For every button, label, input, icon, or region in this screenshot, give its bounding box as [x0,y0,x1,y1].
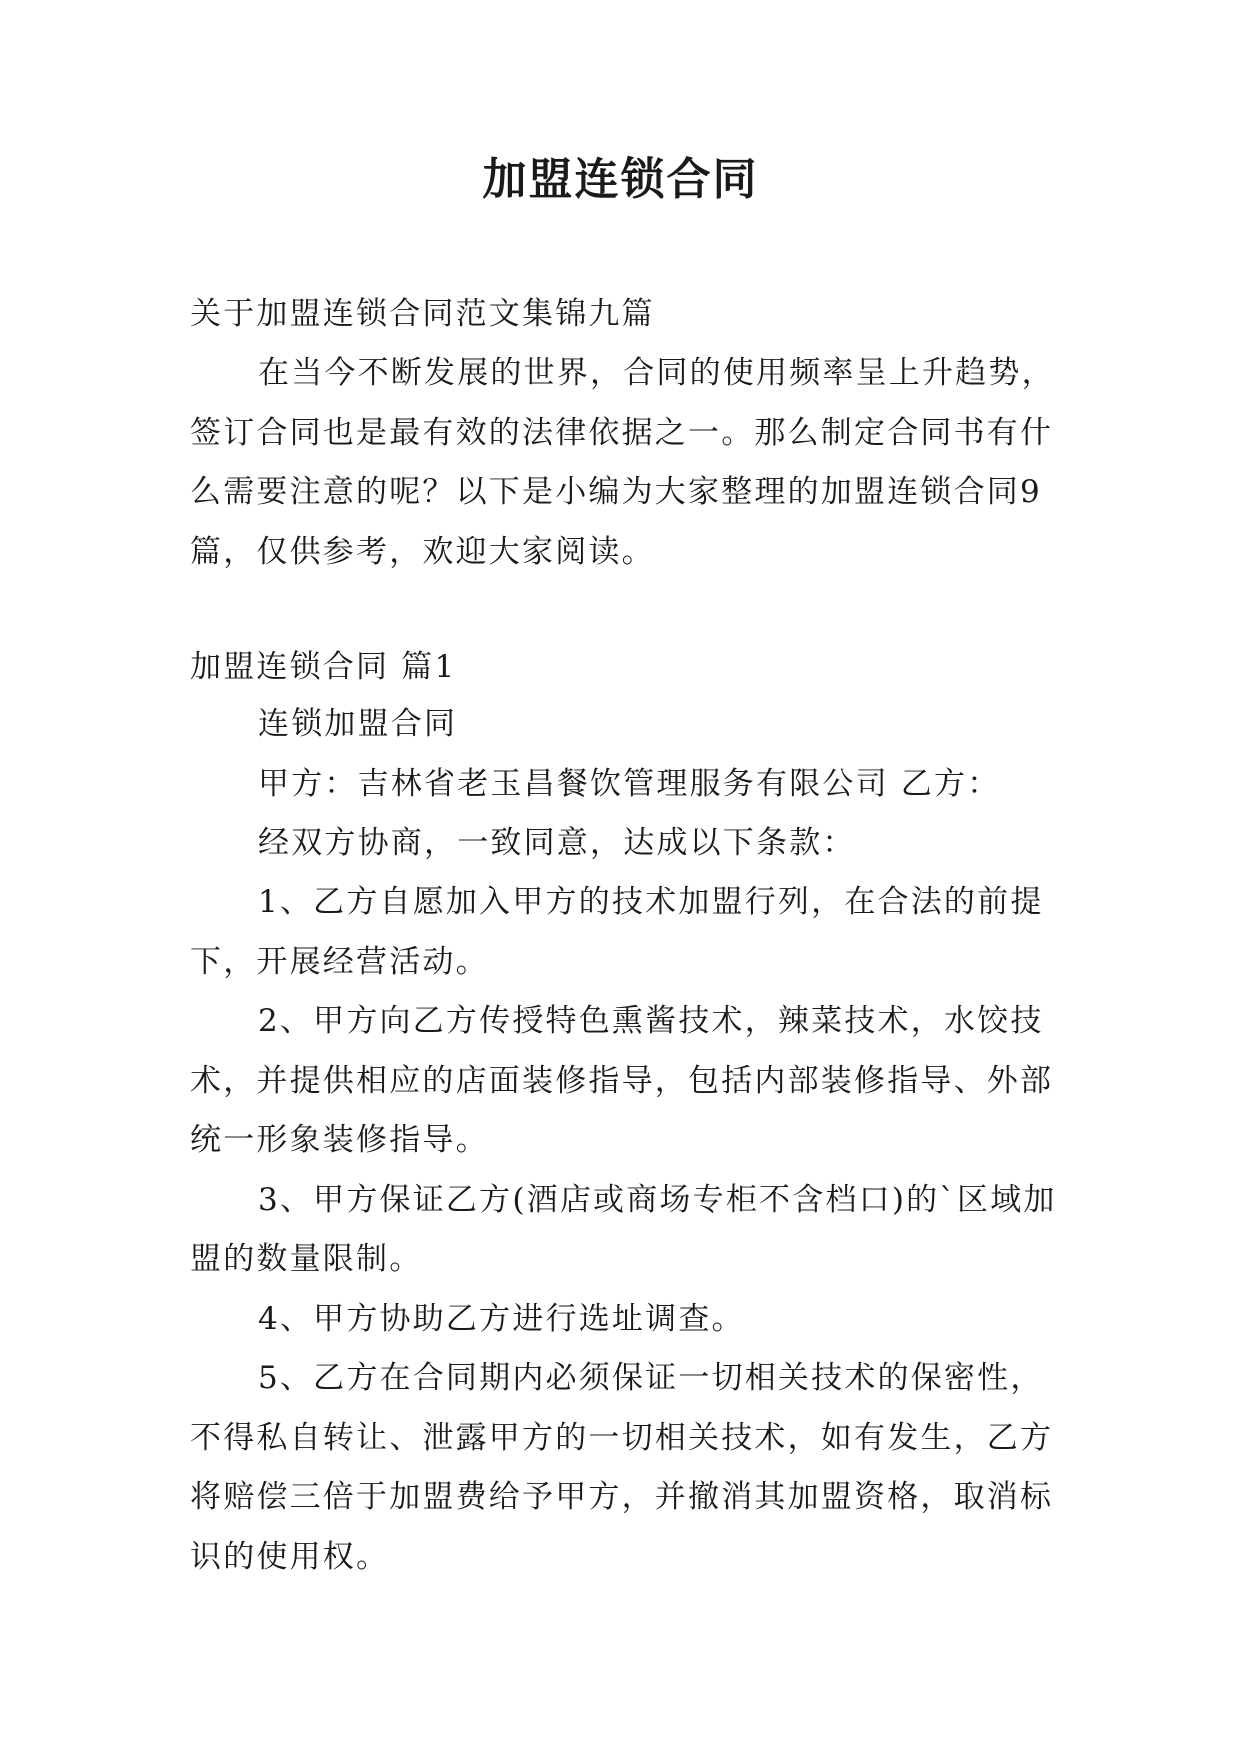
section-heading: 加盟连锁合同 篇1 [190,649,457,685]
contract-title: 连锁加盟合同 [258,706,458,742]
agreement-statement: 经双方协商，一致同意，达成以下条款： [258,825,856,861]
intro-line: 在当今不断发展的世界，合同的使用频率呈上升趋势， [258,355,1055,391]
clause-line: 识的使用权。 [190,1539,390,1575]
clause-line: 术，并提供相应的店面装修指导，包括内部装修指导、外部 [190,1063,1054,1099]
document-title: 加盟连锁合同 [482,154,759,205]
clause-line: 3、甲方保证乙方(酒店或商场专柜不含档口)的`区域加 [258,1182,1057,1218]
contract-parties: 甲方：吉林省老玉昌餐饮管理服务有限公司 乙方： [258,766,1001,802]
clause-line: 1、乙方自愿加入甲方的技术加盟行列，在合法的前提 [258,884,1044,920]
intro-line: 签订合同也是最有效的法律依据之一。那么制定合同书有什 [190,415,1054,451]
clause-line: 2、甲方向乙方传授特色熏酱技术，辣菜技术，水饺技 [258,1003,1044,1039]
clause-line: 下，开展经营活动。 [190,944,489,980]
clause-line: 统一形象装修指导。 [190,1122,489,1158]
intro-line: 篇，仅供参考，欢迎大家阅读。 [190,534,655,570]
clause-line: 不得私自转让、泄露甲方的一切相关技术，如有发生，乙方 [190,1420,1054,1456]
clause-line: 将赔偿三倍于加盟费给予甲方，并撤消其加盟资格，取消标 [190,1479,1054,1515]
document-subtitle: 关于加盟连锁合同范文集锦九篇 [190,296,655,332]
intro-line: 么需要注意的呢？以下是小编为大家整理的加盟连锁合同9 [190,474,1042,510]
clause-line: 盟的数量限制。 [190,1241,423,1277]
clause-line: 4、甲方协助乙方进行选址调查。 [258,1301,745,1337]
clause-line: 5、乙方在合同期内必须保证一切相关技术的保密性， [258,1360,1044,1396]
